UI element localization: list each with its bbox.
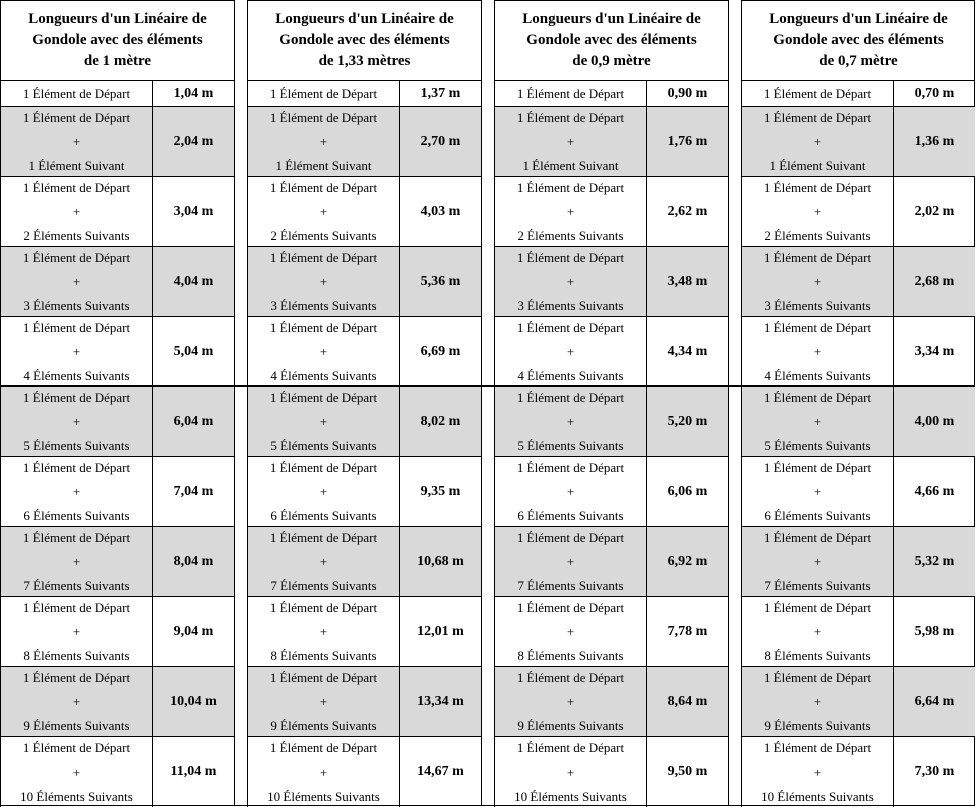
row-label [0, 737, 152, 807]
row-label-next: 2 Éléments Suivants [23, 228, 130, 243]
row-label-next: 2 Éléments Suivants [270, 228, 377, 243]
row-label-next: 2 Éléments Suivants [517, 228, 624, 243]
row-label-start: 1 Élément de Départ [269, 460, 378, 475]
row-label-plus: + [72, 624, 81, 639]
length-value: 1,04 m [152, 81, 234, 106]
row-label-next: 8 Éléments Suivants [517, 648, 624, 663]
row-label-start: 1 Élément de Départ [516, 740, 625, 755]
table-row [494, 737, 728, 807]
row-label [494, 177, 646, 246]
row-label [741, 737, 893, 807]
row-label-plus: + [566, 134, 575, 149]
row-label-start: 1 Élément de Départ [763, 320, 872, 335]
table-row [247, 387, 481, 457]
row-label-plus: + [813, 414, 822, 429]
row-label-start: 1 Élément de Départ [22, 180, 131, 195]
column-spacer [728, 0, 741, 806]
table-row [494, 81, 728, 107]
row-label-plus: + [72, 344, 81, 359]
length-value: 5,98 m [893, 597, 975, 666]
row-label-plus: + [72, 554, 81, 569]
row-label [247, 107, 399, 176]
row-label [0, 597, 152, 666]
column-header-line: Longueurs d'un Linéaire de [522, 11, 701, 27]
row-label [741, 457, 893, 526]
row-label-next: 7 Éléments Suivants [270, 578, 377, 593]
row-label [0, 317, 152, 386]
length-value: 4,03 m [399, 177, 481, 246]
row-label-plus: + [319, 204, 328, 219]
table-row [494, 317, 728, 387]
row-label-next: 5 Éléments Suivants [270, 438, 377, 453]
length-value: 6,69 m [399, 317, 481, 386]
length-value: 5,36 m [399, 247, 481, 316]
table-row [247, 527, 481, 597]
row-label-plus: + [566, 414, 575, 429]
row-label [0, 107, 152, 176]
row-label-plus: + [566, 274, 575, 289]
length-value: 3,34 m [893, 317, 975, 386]
row-label-start: 1 Élément de Départ [269, 180, 378, 195]
row-label-plus: + [72, 694, 81, 709]
row-label-start: 1 Élément de Départ [22, 670, 131, 685]
row-label-start: 1 Élément de Départ [763, 180, 872, 195]
row-label-plus: + [72, 204, 81, 219]
row-label [741, 107, 893, 176]
row-label-next: 10 Éléments Suivants [20, 789, 133, 804]
length-value: 8,02 m [399, 387, 481, 456]
table-row [0, 527, 234, 597]
row-label-next: 7 Éléments Suivants [764, 578, 871, 593]
row-label-start: 1 Élément de Départ [516, 670, 625, 685]
row-label-plus: + [566, 344, 575, 359]
row-label-plus: + [319, 694, 328, 709]
row-label-next: 1 Élément Suivant [522, 158, 619, 173]
table-row [494, 667, 728, 737]
table-row [0, 667, 234, 737]
row-label [741, 667, 893, 736]
row-label-start: 1 Élément de Départ [269, 600, 378, 615]
row-label-start: 1 Élément de Départ [269, 670, 378, 685]
row-label [741, 317, 893, 386]
row-label-next: 7 Éléments Suivants [23, 578, 130, 593]
row-label-start: 1 Élément de Départ [763, 600, 872, 615]
row-label [0, 527, 152, 596]
row-label [247, 527, 399, 596]
row-label-plus: + [319, 554, 328, 569]
length-value: 9,04 m [152, 597, 234, 666]
row-label-start: 1 Élément de Départ [763, 530, 872, 545]
column-header-line: Longueurs d'un Linéaire de [769, 11, 948, 27]
table-row [494, 107, 728, 177]
row-label-next: 3 Éléments Suivants [270, 298, 377, 313]
row-label-plus: + [319, 624, 328, 639]
table-row [0, 247, 234, 317]
length-value: 11,04 m [152, 737, 234, 807]
length-value: 7,30 m [893, 737, 975, 807]
length-value: 2,02 m [893, 177, 975, 246]
length-value: 9,35 m [399, 457, 481, 526]
row-label-start: 1 Élément de Départ [22, 320, 131, 335]
table-column [741, 0, 975, 806]
column-spacer [234, 0, 247, 806]
row-label-plus: + [319, 134, 328, 149]
row-label [247, 247, 399, 316]
row-label [494, 247, 646, 316]
row-label-start: 1 Élément de Départ [516, 390, 625, 405]
row-label-start: 1 Élément de Départ [269, 390, 378, 405]
length-value: 2,68 m [893, 247, 975, 316]
row-label [741, 527, 893, 596]
table-row [0, 317, 234, 387]
table-row [741, 597, 975, 667]
row-label-plus: + [813, 204, 822, 219]
table-row [494, 177, 728, 247]
table-row [741, 457, 975, 527]
length-value: 0,90 m [646, 81, 728, 106]
column-header [247, 0, 481, 81]
table-row [741, 81, 975, 107]
length-value: 12,01 m [399, 597, 481, 666]
row-label-start: 1 Élément de Départ [22, 110, 131, 125]
row-label-start: 1 Élément de Départ [269, 530, 378, 545]
column-header-line: Gondole avec des éléments [279, 32, 450, 48]
row-label [247, 597, 399, 666]
row-label-plus: + [566, 624, 575, 639]
length-value: 14,67 m [399, 737, 481, 807]
length-value: 10,68 m [399, 527, 481, 596]
row-label-start: 1 Élément de Départ [763, 740, 872, 755]
length-value: 2,62 m [646, 177, 728, 246]
row-label-next: 9 Éléments Suivants [517, 718, 624, 733]
length-value: 13,34 m [399, 667, 481, 736]
table-row [247, 667, 481, 737]
length-value: 4,66 m [893, 457, 975, 526]
row-label [247, 667, 399, 736]
row-label-plus: + [813, 344, 822, 359]
row-label-start: 1 Élément de Départ [763, 250, 872, 265]
row-label-start: 1 Élément de Départ [763, 110, 872, 125]
table-column [247, 0, 481, 806]
table-row [0, 457, 234, 527]
row-label-start: 1 Élément de Départ [269, 250, 378, 265]
row-label-start: 1 Élément de Départ [22, 460, 131, 475]
row-label-next: 7 Éléments Suivants [517, 578, 624, 593]
row-label-next: 5 Éléments Suivants [517, 438, 624, 453]
table-row [0, 177, 234, 247]
row-label [494, 387, 646, 456]
row-label [247, 457, 399, 526]
row-label-plus: + [566, 764, 575, 780]
row-label [741, 177, 893, 246]
row-label [247, 177, 399, 246]
row-label-start: 1 Élément de Départ [763, 390, 872, 405]
row-label-plus: + [72, 274, 81, 289]
table-row [247, 737, 481, 807]
length-value: 6,06 m [646, 457, 728, 526]
row-label-next: 9 Éléments Suivants [270, 718, 377, 733]
row-label-plus: + [319, 274, 328, 289]
length-value: 2,70 m [399, 107, 481, 176]
table-row [741, 317, 975, 387]
length-value: 1,76 m [646, 107, 728, 176]
row-label [0, 177, 152, 246]
row-label-plus: + [566, 554, 575, 569]
length-value: 6,92 m [646, 527, 728, 596]
row-label [741, 387, 893, 456]
length-value: 3,48 m [646, 247, 728, 316]
row-label-plus: + [813, 624, 822, 639]
row-label-start: 1 Élément de Départ [516, 530, 625, 545]
row-label-plus: + [813, 764, 822, 780]
row-label-plus: + [319, 344, 328, 359]
row-label [494, 667, 646, 736]
table-row [0, 597, 234, 667]
row-label [494, 107, 646, 176]
row-label-next: 1 Élément Suivant [28, 158, 125, 173]
column-header-line: Gondole avec des éléments [773, 32, 944, 48]
length-value: 2,04 m [152, 107, 234, 176]
table-row [0, 107, 234, 177]
row-label-start: 1 Élément de Départ [516, 85, 625, 101]
row-label [741, 81, 893, 106]
row-label-start: 1 Élément de Départ [269, 85, 378, 101]
column-header-line: Longueurs d'un Linéaire de [28, 11, 207, 27]
length-value: 4,04 m [152, 247, 234, 316]
row-label-start: 1 Élément de Départ [516, 110, 625, 125]
row-label-next: 6 Éléments Suivants [517, 508, 624, 523]
length-value: 3,04 m [152, 177, 234, 246]
column-header-line: de 1 mètre [83, 53, 152, 69]
row-divider [0, 385, 975, 387]
row-label [494, 81, 646, 106]
row-label-next: 6 Éléments Suivants [764, 508, 871, 523]
row-label-plus: + [813, 274, 822, 289]
length-value: 6,04 m [152, 387, 234, 456]
table-row [741, 667, 975, 737]
row-label-plus: + [72, 484, 81, 499]
length-value: 5,04 m [152, 317, 234, 386]
row-label [0, 667, 152, 736]
table-row [741, 387, 975, 457]
length-value: 8,04 m [152, 527, 234, 596]
table-row [741, 527, 975, 597]
column-header-line: de 0,7 mètre [819, 53, 898, 69]
row-label-next: 3 Éléments Suivants [23, 298, 130, 313]
row-label-next: 5 Éléments Suivants [23, 438, 130, 453]
row-label-next: 9 Éléments Suivants [764, 718, 871, 733]
row-label-plus: + [566, 694, 575, 709]
table-row [494, 387, 728, 457]
row-label-next: 8 Éléments Suivants [764, 648, 871, 663]
row-label [494, 597, 646, 666]
row-label-start: 1 Élément de Départ [22, 530, 131, 545]
length-value: 0,70 m [893, 81, 975, 106]
row-label [247, 317, 399, 386]
row-label [0, 81, 152, 106]
row-label-next: 10 Éléments Suivants [267, 789, 380, 804]
row-label-start: 1 Élément de Départ [516, 250, 625, 265]
row-label-next: 8 Éléments Suivants [270, 648, 377, 663]
row-label-next: 1 Élément Suivant [275, 158, 372, 173]
row-label-start: 1 Élément de Départ [516, 320, 625, 335]
column-header [494, 0, 728, 81]
row-label [247, 81, 399, 106]
row-label-next: 6 Éléments Suivants [270, 508, 377, 523]
row-label-next: 4 Éléments Suivants [23, 368, 130, 383]
row-label-plus: + [319, 414, 328, 429]
column-header-line: Longueurs d'un Linéaire de [275, 11, 454, 27]
row-label-start: 1 Élément de Départ [269, 740, 378, 755]
length-value: 5,20 m [646, 387, 728, 456]
row-label [741, 247, 893, 316]
length-value: 7,78 m [646, 597, 728, 666]
column-header-line: Gondole avec des éléments [32, 32, 203, 48]
row-label-start: 1 Élément de Départ [22, 250, 131, 265]
row-label-start: 1 Élément de Départ [763, 85, 872, 101]
row-label-next: 2 Éléments Suivants [764, 228, 871, 243]
table-row [0, 81, 234, 107]
column-header [0, 0, 234, 81]
row-label [0, 387, 152, 456]
table-row [247, 107, 481, 177]
table-row [741, 107, 975, 177]
row-label-start: 1 Élément de Départ [22, 85, 131, 101]
length-value: 4,34 m [646, 317, 728, 386]
table-row [247, 81, 481, 107]
row-label-next: 4 Éléments Suivants [517, 368, 624, 383]
row-label [494, 457, 646, 526]
row-label-next: 1 Élément Suivant [769, 158, 866, 173]
length-value: 5,32 m [893, 527, 975, 596]
length-value: 4,00 m [893, 387, 975, 456]
row-label [0, 247, 152, 316]
row-label-plus: + [813, 134, 822, 149]
row-label-plus: + [319, 484, 328, 499]
row-label-plus: + [72, 414, 81, 429]
table-row [247, 317, 481, 387]
column-header [741, 0, 975, 81]
row-label-start: 1 Élément de Départ [22, 740, 131, 755]
table-row [494, 597, 728, 667]
table-column [0, 0, 234, 806]
row-label-next: 4 Éléments Suivants [764, 368, 871, 383]
row-label-next: 10 Éléments Suivants [761, 789, 874, 804]
row-label-plus: + [319, 764, 328, 780]
table-row [494, 247, 728, 317]
row-label-plus: + [813, 484, 822, 499]
table-row [741, 737, 975, 807]
table-column [494, 0, 728, 806]
table-row [247, 177, 481, 247]
table-row [741, 177, 975, 247]
row-label-start: 1 Élément de Départ [763, 670, 872, 685]
row-label-plus: + [72, 764, 81, 780]
row-label-next: 3 Éléments Suivants [764, 298, 871, 313]
row-label [494, 317, 646, 386]
length-value: 10,04 m [152, 667, 234, 736]
row-label-start: 1 Élément de Départ [516, 180, 625, 195]
length-value: 6,64 m [893, 667, 975, 736]
table-row [247, 457, 481, 527]
length-value: 7,04 m [152, 457, 234, 526]
table-row [247, 247, 481, 317]
table-row [0, 387, 234, 457]
row-label [494, 737, 646, 807]
row-label-start: 1 Élément de Départ [22, 390, 131, 405]
row-label-next: 5 Éléments Suivants [764, 438, 871, 453]
row-label-start: 1 Élément de Départ [763, 460, 872, 475]
row-label [494, 527, 646, 596]
row-label-start: 1 Élément de Départ [516, 600, 625, 615]
row-label-plus: + [813, 554, 822, 569]
table-row [247, 597, 481, 667]
table-row [494, 457, 728, 527]
row-label-start: 1 Élément de Départ [516, 460, 625, 475]
column-spacer [481, 0, 494, 806]
row-label-plus: + [566, 484, 575, 499]
column-header-line: Gondole avec des éléments [526, 32, 697, 48]
column-header-line: de 1,33 mètres [318, 53, 411, 69]
row-label-start: 1 Élément de Départ [22, 600, 131, 615]
row-label-next: 4 Éléments Suivants [270, 368, 377, 383]
length-value: 1,36 m [893, 107, 975, 176]
row-label-next: 8 Éléments Suivants [23, 648, 130, 663]
row-label-start: 1 Élément de Départ [269, 110, 378, 125]
row-label-plus: + [72, 134, 81, 149]
table-row [741, 247, 975, 317]
row-label [741, 597, 893, 666]
row-label [247, 737, 399, 807]
row-label [0, 457, 152, 526]
row-label-next: 6 Éléments Suivants [23, 508, 130, 523]
row-label-start: 1 Élément de Départ [269, 320, 378, 335]
row-label-plus: + [813, 694, 822, 709]
row-label-plus: + [566, 204, 575, 219]
table-row [0, 737, 234, 807]
length-value: 9,50 m [646, 737, 728, 807]
row-label-next: 10 Éléments Suivants [514, 789, 627, 804]
table-row [494, 527, 728, 597]
row-label-next: 9 Éléments Suivants [23, 718, 130, 733]
row-label-next: 3 Éléments Suivants [517, 298, 624, 313]
row-label [247, 387, 399, 456]
column-header-line: de 0,9 mètre [572, 53, 651, 69]
length-value: 1,37 m [399, 81, 481, 106]
length-value: 8,64 m [646, 667, 728, 736]
